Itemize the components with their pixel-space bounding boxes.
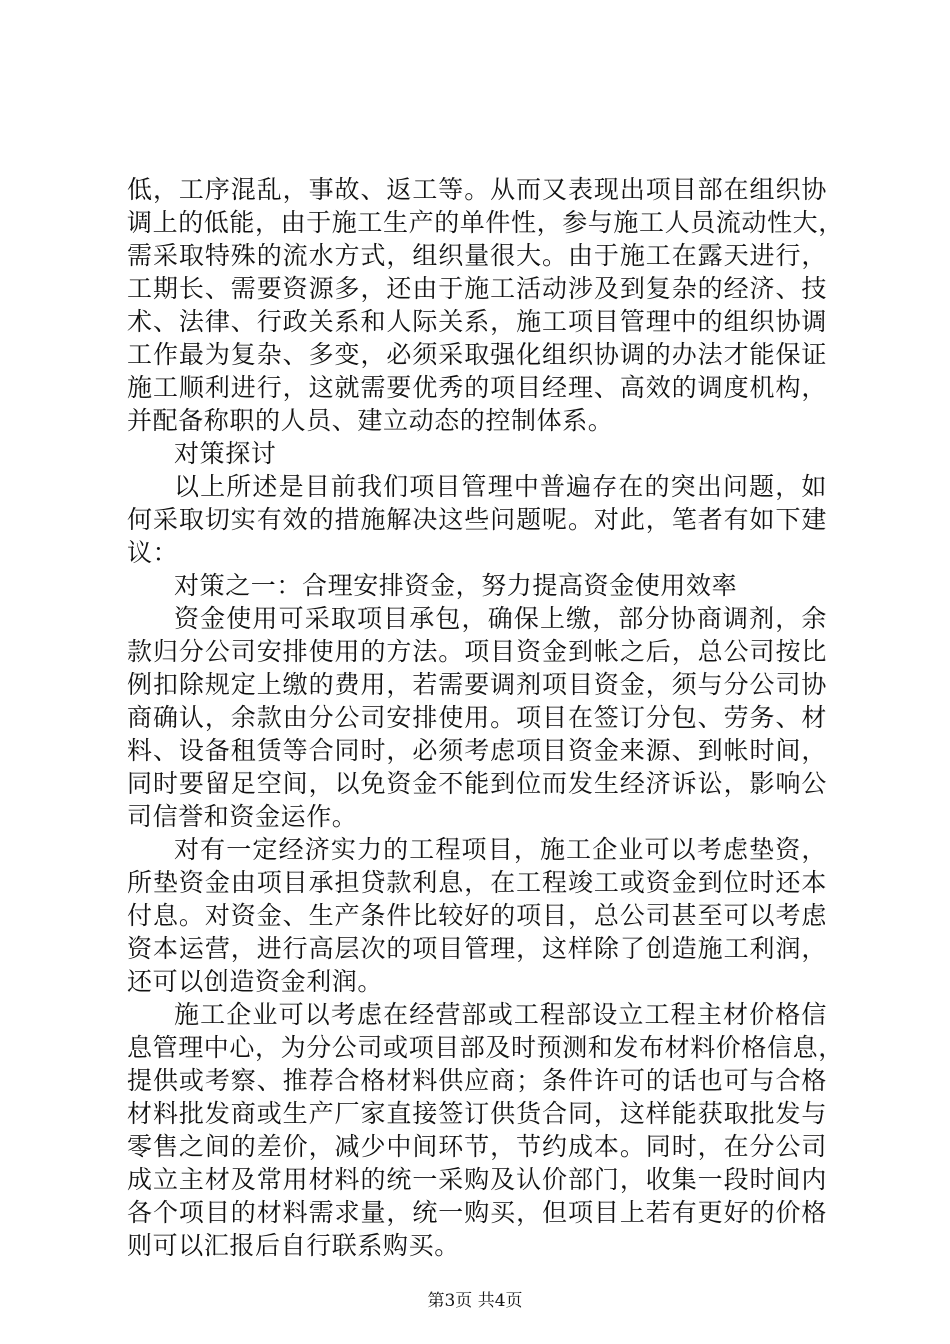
text-line: 以上所述是目前我们项目管理中普遍存在的突出问题，如 <box>174 472 827 501</box>
text-line: 商确认，余款由分公司安排使用。项目在签订分包、劳务、材 <box>127 703 827 732</box>
text-line: 则可以汇报后自行联系购买。 <box>127 1231 460 1260</box>
text-line: 各个项目的材料需求量，统一购买，但项目上若有更好的价格 <box>127 1198 827 1227</box>
text-line: 对有一定经济实力的工程项目，施工企业可以考虑垫资， <box>174 835 827 864</box>
text-line: 调上的低能，由于施工生产的单件性，参与施工人员流动性大， <box>127 208 844 237</box>
text-line: 例扣除规定上缴的费用，若需要调剂项目资金，须与分公司协 <box>127 670 827 699</box>
text-line: 术、法律、行政关系和人际关系，施工项目管理中的组织协调 <box>127 307 827 336</box>
text-line: 成立主材及常用材料的统一采购及认价部门，收集一段时间内 <box>127 1165 827 1194</box>
text-line: 还可以创造资金利润。 <box>127 967 384 996</box>
text-line: 提供或考察、推荐合格材料供应商；条件许可的话也可与合格 <box>127 1066 827 1095</box>
text-line: 材料批发商或生产厂家直接签订供货合同，这样能获取批发与 <box>127 1099 827 1128</box>
text-line: 何采取切实有效的措施解决这些问题呢。对此，笔者有如下建 <box>127 505 827 534</box>
text-line: 议： <box>127 538 179 567</box>
text-line: 需采取特殊的流水方式，组织量很大。由于施工在露天进行， <box>127 241 827 270</box>
subsection-heading: 对策之一：合理安排资金，努力提高资金使用效率 <box>174 571 738 600</box>
text-line: 施工企业可以考虑在经营部或工程部设立工程主材价格信 <box>174 1000 827 1029</box>
text-line: 资本运营，进行高层次的项目管理，这样除了创造施工利润， <box>127 934 827 963</box>
text-line: 息管理中心，为分公司或项目部及时预测和发布材料价格信息， <box>127 1033 844 1062</box>
text-line: 资金使用可采取项目承包，确保上缴，部分协商调剂，余 <box>174 604 827 633</box>
text-line: 料、设备租赁等合同时，必须考虑项目资金来源、到帐时间， <box>127 736 827 765</box>
text-line: 工期长、需要资源多，还由于施工活动涉及到复杂的经济、技 <box>127 274 827 303</box>
text-line: 零售之间的差价，减少中间环节，节约成本。同时，在分公司 <box>127 1132 827 1161</box>
text-line: 低，工序混乱，事故、返工等。从而又表现出项目部在组织协 <box>127 175 827 204</box>
section-heading: 对策探讨 <box>174 439 277 468</box>
text-line: 工作最为复杂、多变，必须采取强化组织协调的办法才能保证 <box>127 340 827 369</box>
text-line: 司信誉和资金运作。 <box>127 802 358 831</box>
text-line: 并配备称职的人员、建立动态的控制体系。 <box>127 406 614 435</box>
text-line: 款归分公司安排使用的方法。项目资金到帐之后，总公司按比 <box>127 637 827 666</box>
text-line: 同时要留足空间，以免资金不能到位而发生经济诉讼，影响公 <box>127 769 827 798</box>
text-line: 施工顺利进行，这就需要优秀的项目经理、高效的调度机构， <box>127 373 827 402</box>
page-number-footer: 第3页 共4页 <box>427 1291 523 1311</box>
text-line: 付息。对资金、生产条件比较好的项目，总公司甚至可以考虑 <box>127 901 827 930</box>
text-line: 所垫资金由项目承担贷款利息，在工程竣工或资金到位时还本 <box>127 868 827 897</box>
